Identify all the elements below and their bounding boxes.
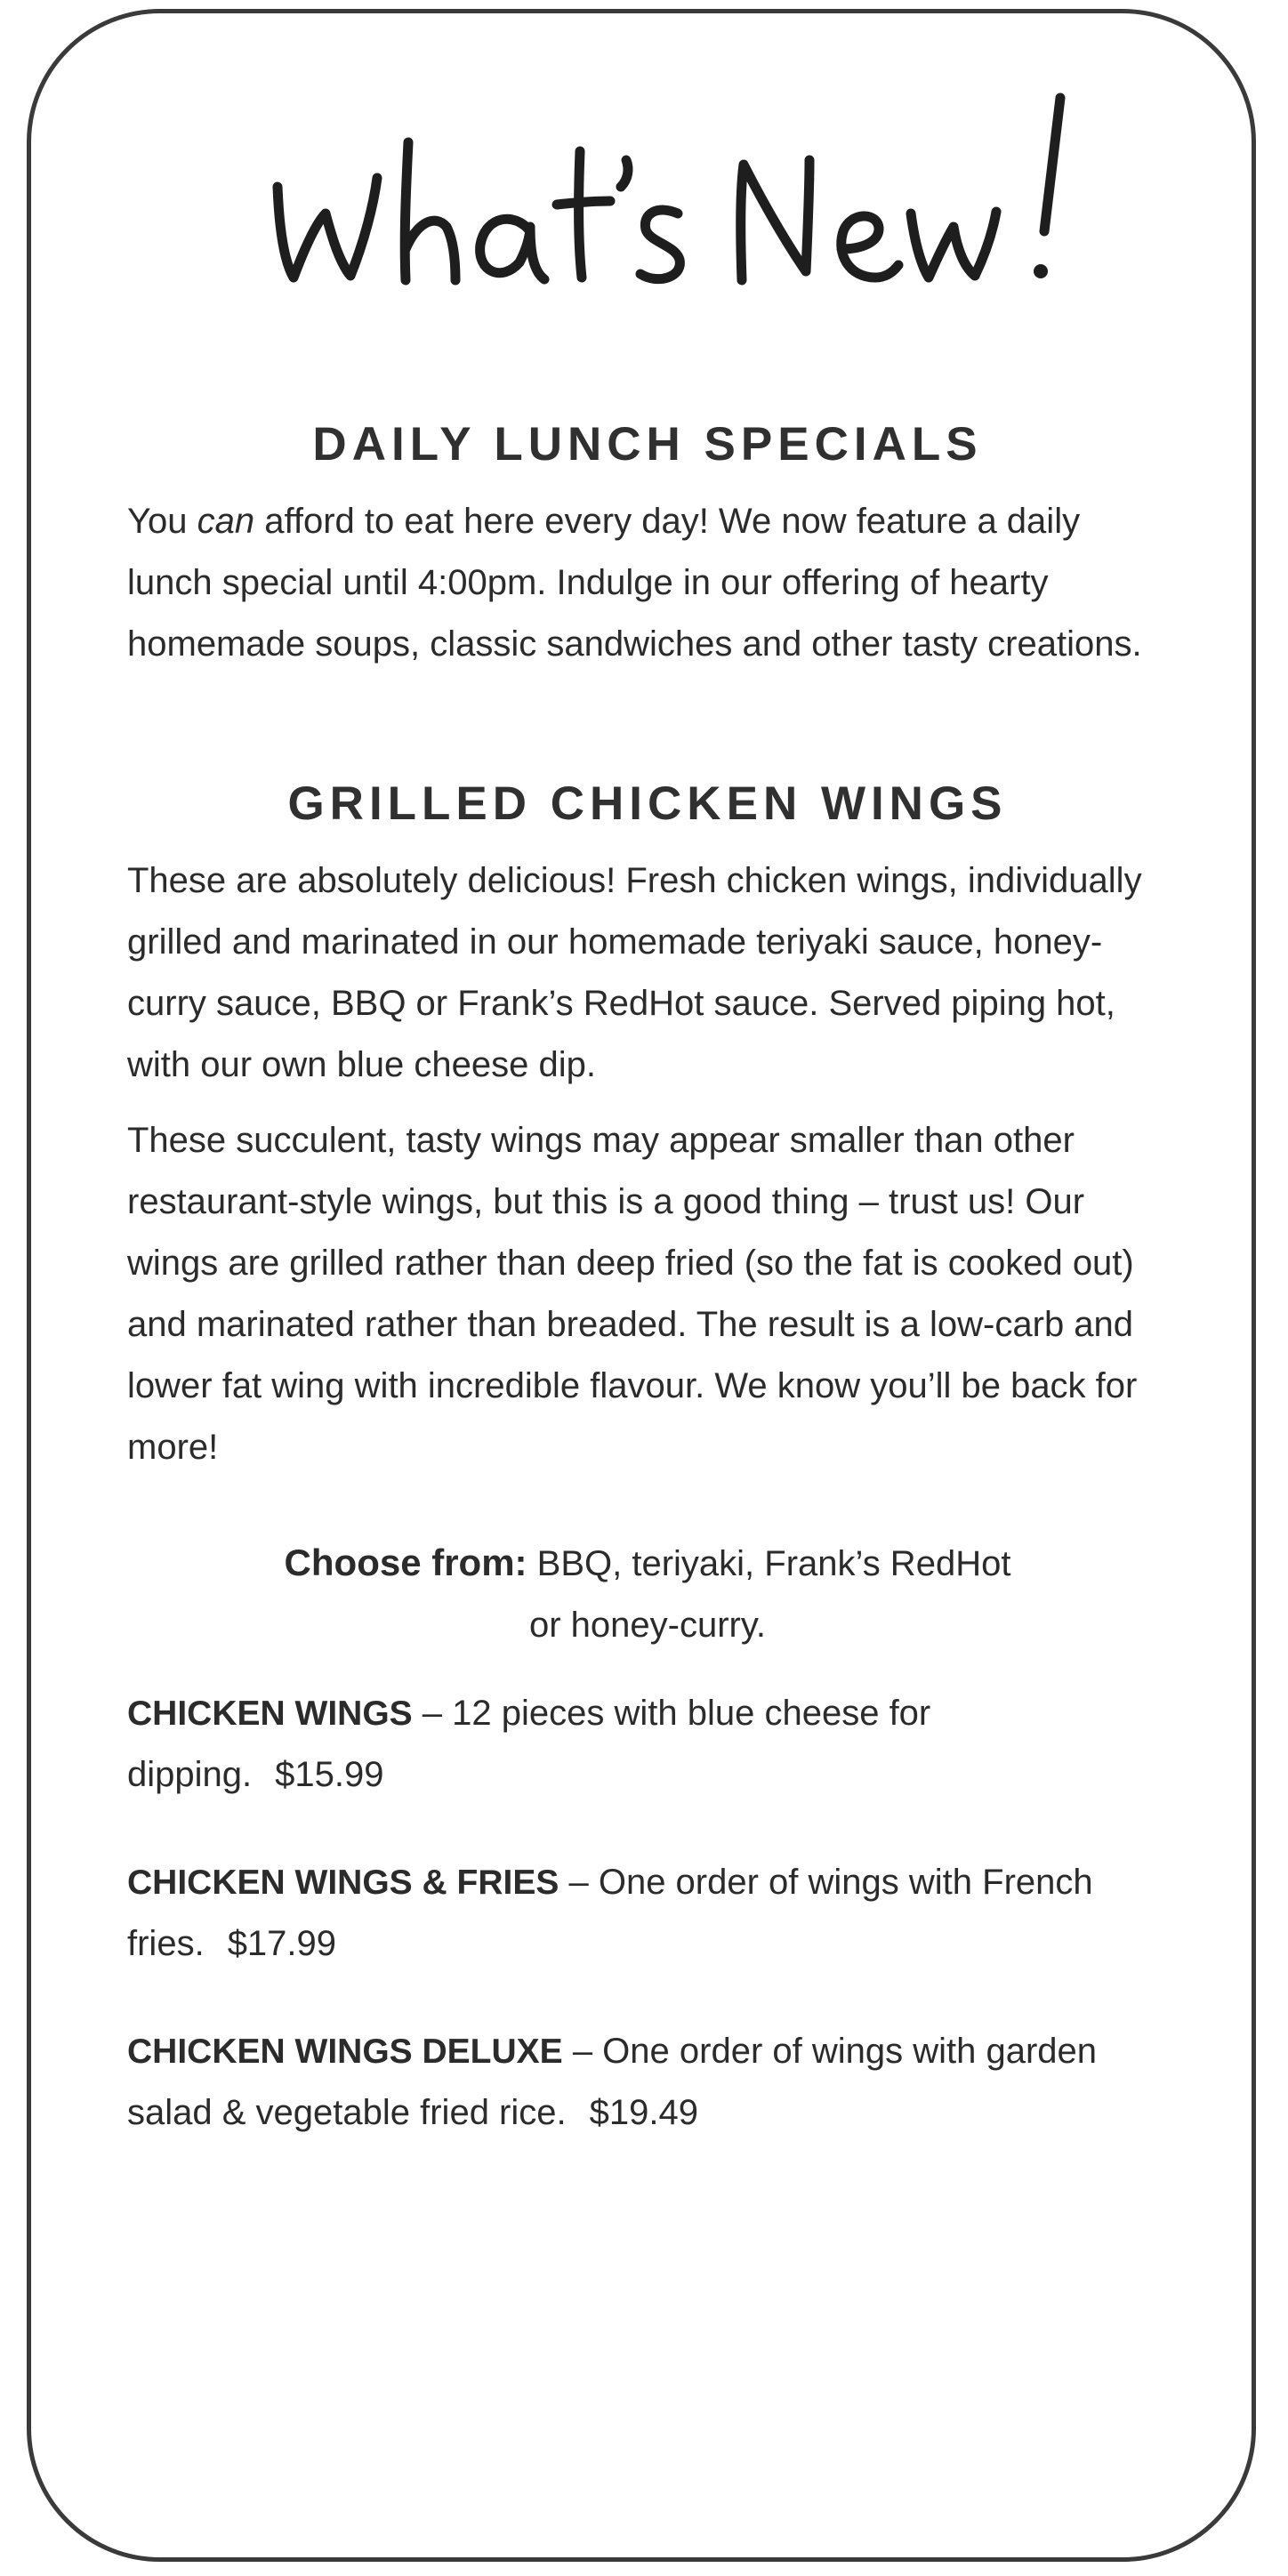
grilled-chicken-wings-heading: GRILLED CHICKEN WINGS — [287, 777, 1008, 830]
flavour-options-line2: or honey-curry. — [528, 1606, 766, 1645]
menu-item-price: $15.99 — [275, 1755, 384, 1794]
lunch-text-emphasis: can — [197, 502, 255, 541]
menu-content — [127, 418, 1168, 2144]
menu-item-price: $19.49 — [589, 2093, 698, 2132]
flavour-options-line1: BBQ, teriyaki, Frank’s RedHot — [527, 1544, 1011, 1583]
whats-new-handwriting — [208, 80, 1080, 311]
menu-item-description: – One order of wings with French fries. — [127, 1863, 1093, 1963]
menu-item-chicken-wings-fries — [127, 1852, 1168, 1975]
menu-item-name: CHICKEN WINGS — [127, 1695, 413, 1733]
lunch-text-start: You — [127, 502, 197, 541]
daily-lunch-specials-heading: DAILY LUNCH SPECIALS — [312, 418, 983, 471]
choose-from-label: Choose from: — [284, 1542, 527, 1583]
menu-item-chicken-wings-deluxe — [127, 2021, 1168, 2144]
daily-lunch-description — [127, 491, 1168, 675]
flavour-options — [127, 1532, 1168, 1656]
menu-item-description: – One order of wings with garden salad & vegetable fried rice. — [127, 2032, 1098, 2132]
lunch-text-rest: afford to eat here every day! We now feature a daily lunch special until 4:00pm. Indulge in our offering of hearty homemade soups, classic sandwiches and other tasty creations. — [127, 502, 1142, 664]
wings-details: These succulent, tasty wings may appear smaller than other restaurant-style wings, but this is a good thing – trust us! Our wings are grilled rather than deep fried (so the fat is cooked out) and marinated rather than breaded. The result is a low-carb and lower fat wing with incredible flavour. We know you’ll be back for more! — [127, 1121, 1138, 1467]
menu-item-price: $17.99 — [227, 1924, 337, 1963]
menu-item-name: CHICKEN WINGS & FRIES — [127, 1864, 559, 1902]
menu-item-chicken-wings — [127, 1683, 1168, 1806]
menu-item-name: CHICKEN WINGS DELUXE — [127, 2033, 563, 2071]
whats-new-title — [0, 80, 1288, 311]
menu-item-description: – 12 pieces with blue cheese for dipping. — [127, 1694, 931, 1794]
wings-description: These are absolutely delicious! Fresh chicken wings, individually grilled and marinated in our homemade teriyaki sauce, honey-curry sauce, BBQ or Frank’s RedHot sauce. Served piping hot, with our own blue cheese dip. — [127, 861, 1142, 1084]
